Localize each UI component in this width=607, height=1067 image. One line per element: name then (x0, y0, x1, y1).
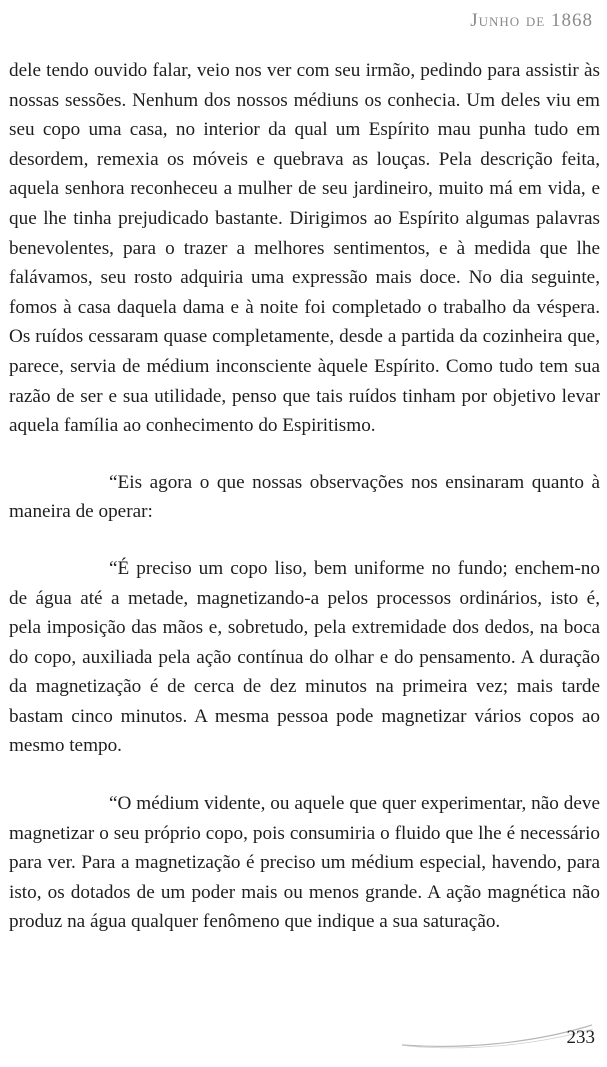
page-number: 233 (566, 1027, 595, 1048)
page-body (9, 56, 600, 937)
paragraph-quote-intro: “Eis agora o que nossas observações nos ensinaram quanto à maneira de operar: (9, 471, 600, 523)
running-header: Junho de 1868 (470, 10, 593, 31)
paragraph-quote-medium: “O médium vidente, ou aquele que quer experimentar, não deve magnetizar o seu próprio copo, pois consumiria o fluido que lhe é necessário para ver. Para a magnetização é preciso um médium especial, havendo, para isto, os dotados de um poder mais ou menos grande. A ação magnética não produz na água qualquer fenômeno que indique a sua saturação. (9, 793, 600, 933)
paragraph-quote-procedure: “É preciso um copo liso, bem uniforme no fundo; enchem-no de água até a metade, magnetizando-a pelos processos ordinários, isto é, pela imposição das mãos e, sobretudo, pela extremidade dos dedos, na boca do copo, auxiliada pela ação contínua do olhar e do pensamento. A duração da magnetização é de cerca de dez minutos na primeira vez; mais tarde bastam cinco minutos. A mesma pessoa pode magnetizar vários copos ao mesmo tempo. (9, 557, 600, 757)
paragraph-continuation: dele tendo ouvido falar, veio nos ver com seu irmão, pedindo para assistir às nossas sessões. Nenhum dos nossos médiuns os conhecia. Um deles viu em seu copo uma casa, no interior da qual um Espírito mau punha tudo em desordem, remexia os móveis e quebrava as louças. Pela descrição feita, aquela senhora reconheceu a mulher de seu jardineiro, muito má em vida, e que lhe tinha prejudicado bastante. Dirigimos ao Espírito algumas palavras benevolentes, para o trazer a melhores sentimentos, e à medida que lhe falávamos, seu rosto adquiria uma expressão mais doce. No dia seguinte, fomos à casa daquela dama e à noite foi completado o trabalho da véspera. Os ruídos cessaram quase completamente, desde a partida da cozinheira que, parece, servia de médium inconsciente àquele Espírito. Como tudo tem sua razão de ser e sua utilidade, penso que tais ruídos tinham por objetivo levar aquela família ao conhecimento do Espiritismo. (9, 60, 600, 437)
